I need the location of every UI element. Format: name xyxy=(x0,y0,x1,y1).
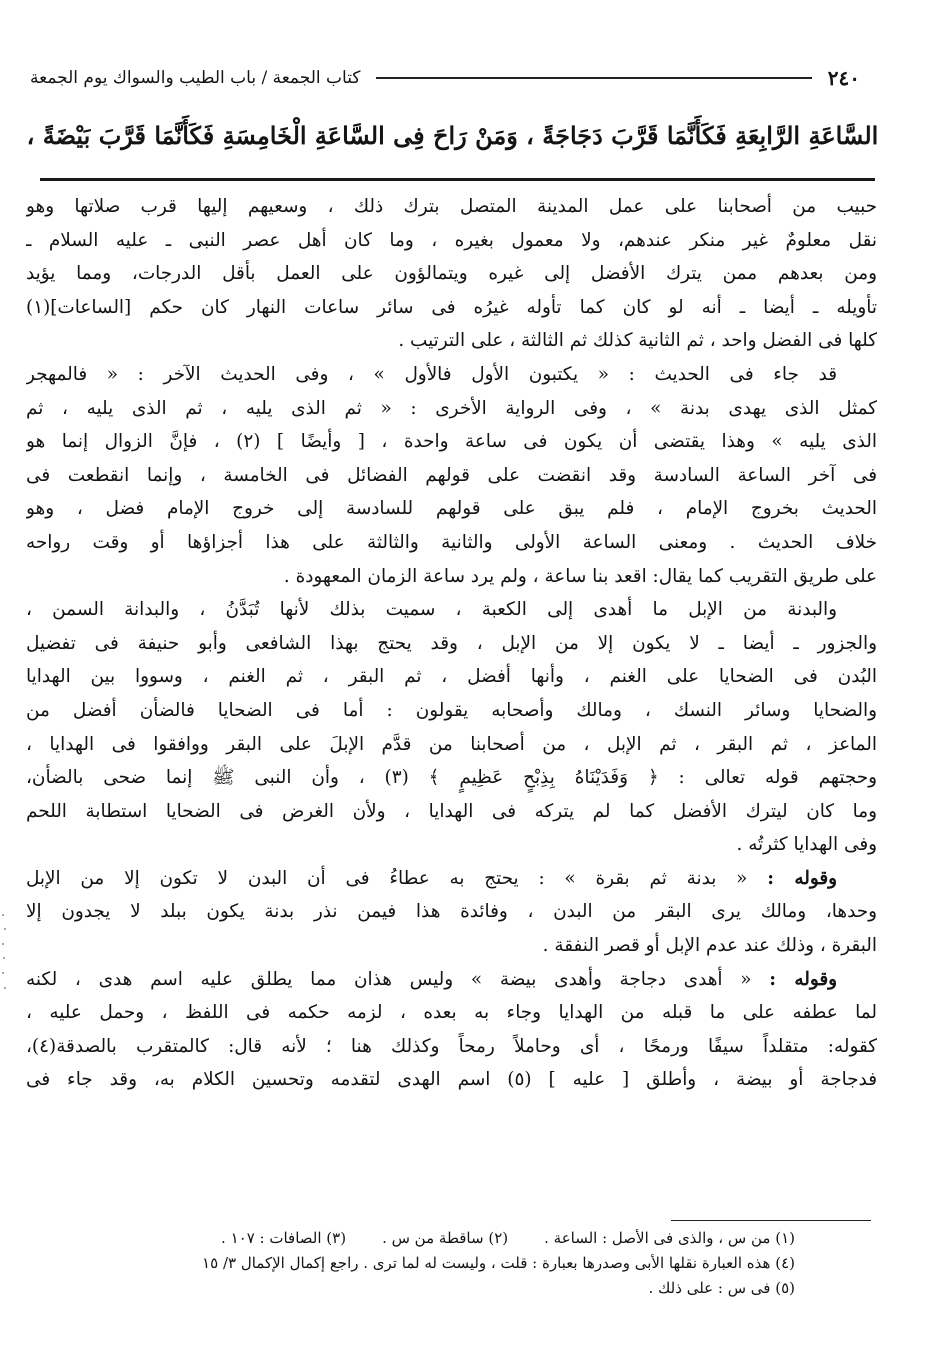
footnote-1: (١) من س ، والذى فى الأصل : الساعة . xyxy=(544,1229,795,1247)
scan-edge-noise xyxy=(0,910,8,1000)
text-line: البُدن فى الضحايا على الغنم ، وأنها أفضل ، ثم البقر ، ثم الغنم ، وسووا بين الهدايا xyxy=(26,666,877,688)
footnote-row xyxy=(60,1226,795,1251)
footnote-4: (٤) هذه العبارة نقلها الأبى وصدرها بعبارة : قلت ، وليست له لما ترى . راجع إكمال الإكمال ٣/ ١٥ xyxy=(202,1254,795,1272)
speck xyxy=(4,987,6,989)
text-line xyxy=(26,963,877,997)
text-line: كمثل الذى يهدى بدنة » ، وفى الرواية الأخرى : « ثم الذى يليه ، ثم الذى يليه ، ثم xyxy=(26,397,877,419)
text-line: حبيب من أصحابنا على عمل المدينة المتصل بترك ذلك ، وسعيهم إليها قرب صلاتها وهو xyxy=(26,196,877,217)
text-line: ومن بعدهم ممن يترك الأفضل إلى غيره ويتمالؤون على العمل بأقل الدرجات، ومما يؤيد xyxy=(26,263,877,285)
text-line: والضحايا وسائر النسك ، ومالك وأصحابه يقولون : أما فى الضحايا فالضأن أفضل من xyxy=(26,699,877,721)
lead-word: وقوله : xyxy=(767,867,837,889)
line-text: « أهدى دجاجة وأهدى بيضة » وليس هذان مما يطلق عليه اسم هدى ، لكنه xyxy=(26,968,752,990)
footnote-divider xyxy=(671,1220,871,1221)
page-number: ٢٤٠ xyxy=(827,66,860,90)
text-line: على طريق التقريب كما يقال: اقعد بنا ساعة ، ولم يرد ساعة الزمان المعهودة . xyxy=(283,565,877,587)
text-line: والجزور ـ أيضا ـ لا يكون إلا من الإبل ، وقد يحتج بهذا الشافعى وأبو حنيفة فى تفضيل xyxy=(26,632,877,654)
paragraph-1 xyxy=(26,190,877,358)
text-line: وحجتهم قوله تعالى : ﴿ وَفَدَيْنَاهُ بِذِبْحٍ عَظِيمٍ ﴾ (٣) ، وأن النبى ﷺ إنما ضحى بالضأن، xyxy=(26,767,877,789)
commentary-body xyxy=(26,190,877,1097)
speck xyxy=(2,943,4,945)
text-line: قد جاء فى الحديث : « يكتبون الأول فالأول » ، وفى الحديث الآخر : « فالمهجر xyxy=(26,363,837,385)
speck xyxy=(3,957,5,959)
running-title: كتاب الجمعة / باب الطيب والسواك يوم الجمعة xyxy=(30,68,361,88)
text-line: نقل معلومٌ غير منكر عندهم، ولا معمول بغيره ، وما كان أهل عصر النبى ـ عليه السلام ـ xyxy=(26,229,877,251)
text-line: كقوله: متقلداً سيفًا ورمحًا ، أى وحاملاً رمحاً وكذلك هنا ؛ لأنه قال: كالمتقرب بالصدقة(٤)، xyxy=(26,1035,877,1057)
text-line: كلها فى الفضل واحد ، ثم الثانية كذلك ثم الثالثة ، على الترتيب . xyxy=(398,330,877,352)
page-header xyxy=(30,62,860,94)
text-line: الحديث بخروج الإمام ، فلم يبق على قولهم للسادسة إلى خروج الإمام فضل ، وهو xyxy=(26,498,877,520)
speck xyxy=(2,914,4,916)
text-line: الماعز ، ثم البقر ، ثم الإبل ، من أصحابنا من قدَّم الإبلَ على البقر ووافقوا فى الهدايا ، xyxy=(26,733,877,755)
text-line: فدجاجة أو بيضة ، وأطلق [ عليه ] (٥) اسم الهدى لتقدمه وتحسين الكلام به، وقد جاء فى xyxy=(26,1069,877,1091)
footnote-5: (٥) فى س : على ذلك . xyxy=(648,1279,795,1297)
text-line: الذى يليه » وهذا يقتضى أن يكون فى ساعة واحدة ، [ وأيضًا ] (٢) ، فإنَّ الزوال إنما هو xyxy=(26,431,877,453)
text-line: والبدنة من الإبل ما أهدى إلى الكعبة ، سميت بذلك لأنها تُبَدَّنُ ، والبدانة السمن ، xyxy=(26,599,837,621)
paragraph-2 xyxy=(26,358,877,593)
text-line: لما عطفه على ما قبله من الهدايا وجاء به بعده ، لزمه حكمه فى اللفظ ، وحمل عليه ، xyxy=(26,1002,877,1024)
text-line: خلاف الحديث . ومعنى الساعة الأولى والثانية والثالثة على هذا أجزاؤها أو وقت رواحه xyxy=(26,531,877,553)
paragraph-5 xyxy=(26,963,877,1097)
speck xyxy=(2,972,4,974)
footnotes xyxy=(60,1226,795,1301)
paragraph-3 xyxy=(26,593,877,862)
text-line: وحدها، ومالك يرى البقر من البدن ، وفائدة هذا فيمن نذر بدنة يكون ببلد لا يجدون إلا xyxy=(26,901,877,923)
text-line: وما كان ليترك الأفضل كما لم يتركه فى الهدايا ، ولأن الغرض فى الضحايا استطابة اللحم xyxy=(26,800,877,822)
speck xyxy=(4,928,6,930)
lead-word: وقوله : xyxy=(769,968,838,990)
footnote-3: (٣) الصافات : ١٠٧ . xyxy=(221,1229,347,1247)
text-line xyxy=(26,862,877,896)
header-rule xyxy=(376,77,811,79)
hadith-divider xyxy=(40,178,875,181)
hadith-text: السَّاعَةِ الرَّابِعَةِ فَكَأَنَّمَا قَرَّبَ دَجَاجَةً ، وَمَنْ رَاحَ فِى السَّاعَةِ الْخَامِسَةِ فَكَأَنَّمَا قَرَّبَ بَيْضَةً ، xyxy=(26,121,879,150)
text-line: وفى الهدايا كثرتُه . xyxy=(736,834,877,856)
line-text: « بدنة ثم بقرة » : يحتج به عطاءُ فى أن البدن لا تكون إلا من الإبل xyxy=(26,867,748,889)
text-line: تأويله ـ أيضا ـ أنه لو كان كما تأوله غيرُه فى سائر ساعات النهار كان حكم [الساعات](١) xyxy=(26,296,877,318)
paragraph-4 xyxy=(26,862,877,963)
footnote-2: (٢) ساقطة من س . xyxy=(382,1229,509,1247)
text-line: فى آخر الساعة السادسة وقد انقضت على قولهم الفضائل فى الخامسة ، وإنما انقطعت فى xyxy=(26,464,877,486)
text-line: البقرة ، وذلك عند عدم الإبل أو قصر النفقة . xyxy=(542,935,877,957)
